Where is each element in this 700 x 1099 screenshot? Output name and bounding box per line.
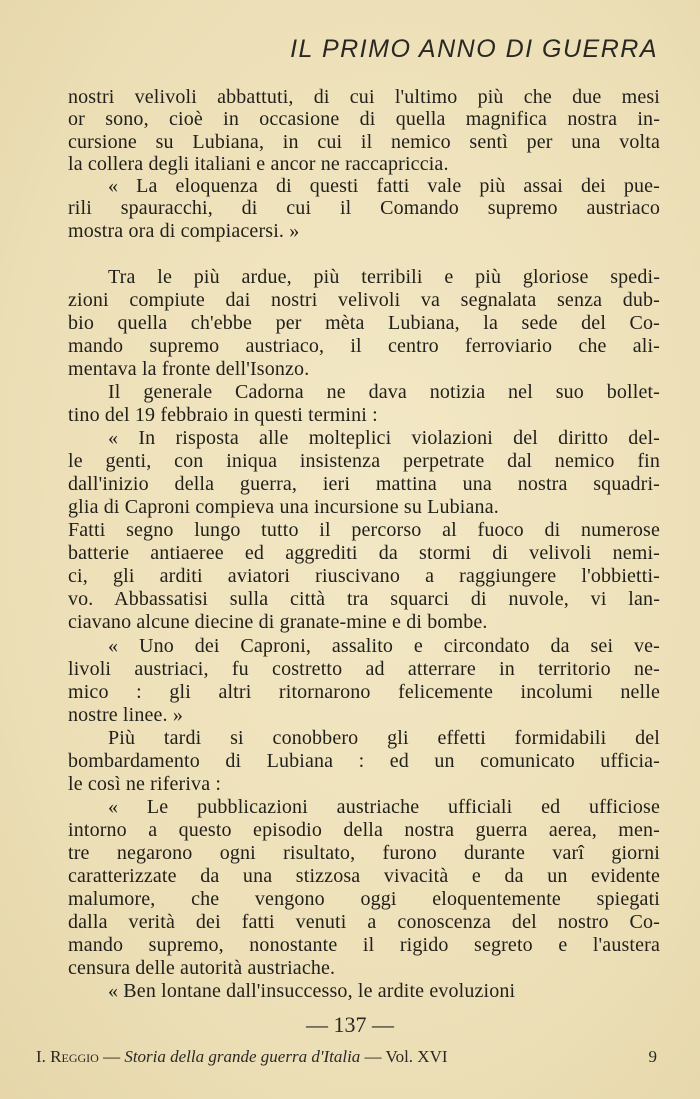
text-line: vo. Abbassatisi sulla città tra squarci di nuvole, vi lan- bbox=[68, 588, 660, 611]
text-block-top bbox=[68, 86, 660, 242]
text-line: batterie antiaeree ed aggrediti da stormi di velivoli nemi- bbox=[68, 542, 660, 565]
text-line: mostra ora di compiacersi. » bbox=[68, 219, 300, 242]
footer-volume: Vol. XVI bbox=[385, 1047, 448, 1066]
text-line: « Uno dei Caproni, assalito e circondato da sei ve- bbox=[108, 634, 660, 657]
text-block-main bbox=[68, 266, 660, 1003]
text-line: Il generale Cadorna ne dava notizia nel suo bollet- bbox=[108, 381, 660, 404]
text-line: nostri velivoli abbattuti, di cui l'ultimo più che due mesi bbox=[68, 86, 660, 108]
text-line: mando supremo, nonostante il rigido segreto e l'austera bbox=[68, 933, 660, 956]
text-line: ci, gli arditi aviatori riuscivano a raggiungere l'obbietti- bbox=[68, 565, 660, 588]
text-line: ciavano alcune diecine di granate-mine e di bombe. bbox=[68, 611, 488, 634]
text-line: nostre linee. » bbox=[68, 703, 183, 726]
text-line: Fatti segno lungo tutto il percorso al fuoco di numerose bbox=[68, 519, 660, 542]
text-line: la collera degli italiani e ancor ne raccapriccia. bbox=[68, 152, 449, 175]
text-line: mentava la fronte dell'Isonzo. bbox=[68, 358, 310, 381]
text-line: Più tardi si conobbero gli effetti formidabili del bbox=[108, 726, 660, 749]
text-line: dall'inizio della guerra, ieri mattina una nostra squadri- bbox=[68, 473, 660, 496]
text-line: le genti, con iniqua insistenza perpetrate dal nemico fin bbox=[68, 450, 660, 473]
text-line: Tra le più ardue, più terribili e più gloriose spedi- bbox=[108, 266, 660, 288]
text-line: bombardamento di Lubiana : ed un comunicato ufficia- bbox=[68, 749, 660, 772]
text-line: zioni compiute dai nostri velivoli va segnalata senza dub- bbox=[68, 289, 660, 312]
page-number: — 137 — bbox=[306, 1012, 394, 1037]
text-line: mando supremo austriaco, il centro ferroviario che ali- bbox=[68, 335, 660, 358]
footer-dash: — bbox=[98, 1047, 125, 1066]
text-line: tre negarono ogni risultato, furono durante varî giorni bbox=[68, 841, 660, 864]
text-line: glia di Caproni compieva una incursione su Lubiana. bbox=[68, 496, 499, 519]
footer-line bbox=[36, 1047, 657, 1067]
text-line: le così ne riferiva : bbox=[68, 772, 222, 795]
text-line: « In risposta alle molteplici violazioni del diritto del- bbox=[108, 427, 660, 450]
text-line: mico : gli altri ritornarono felicemente incolumi nelle bbox=[68, 680, 660, 703]
text-line: or sono, cioè in occasione di quella magnifica nostra in- bbox=[68, 108, 660, 131]
footer-book-title: Storia della grande guerra d'Italia bbox=[124, 1047, 361, 1066]
text-line: rili spauracchi, di cui il Comando supremo austriaco bbox=[68, 197, 660, 220]
signature-mark: 9 bbox=[648, 1047, 657, 1066]
text-line: bio quella ch'ebbe per mèta Lubiana, la sede del Co- bbox=[68, 312, 660, 335]
text-line: tino del 19 febbraio in questi termini : bbox=[68, 404, 378, 427]
footer-dash: — bbox=[360, 1047, 386, 1066]
running-head: IL PRIMO ANNO DI GUERRA bbox=[290, 35, 658, 63]
text-line: censura delle autorità austriache. bbox=[68, 956, 336, 979]
text-line: caratterizzate da una stizzosa vivacità e da un evidente bbox=[68, 864, 660, 887]
text-line: intorno a questo episodio della nostra guerra aerea, men- bbox=[68, 818, 660, 841]
text-line: « Ben lontane dall'insuccesso, le ardite evoluzioni bbox=[108, 979, 516, 1002]
footer-author: I. Reggio bbox=[36, 1047, 99, 1066]
text-line: dalla verità dei fatti venuti a conoscenza del nostro Co- bbox=[68, 910, 660, 933]
text-line: « Le pubblicazioni austriache ufficiali ed ufficiose bbox=[108, 795, 660, 818]
text-line: malumore, che vengono oggi eloquentemente spiegati bbox=[68, 887, 660, 910]
text-line: « La eloquenza di questi fatti vale più assai dei pue- bbox=[108, 175, 660, 198]
text-line: cursione su Lubiana, in cui il nemico sentì per una volta bbox=[68, 130, 660, 153]
text-line: livoli austriaci, fu costretto ad atterrare in territorio ne- bbox=[68, 657, 660, 680]
